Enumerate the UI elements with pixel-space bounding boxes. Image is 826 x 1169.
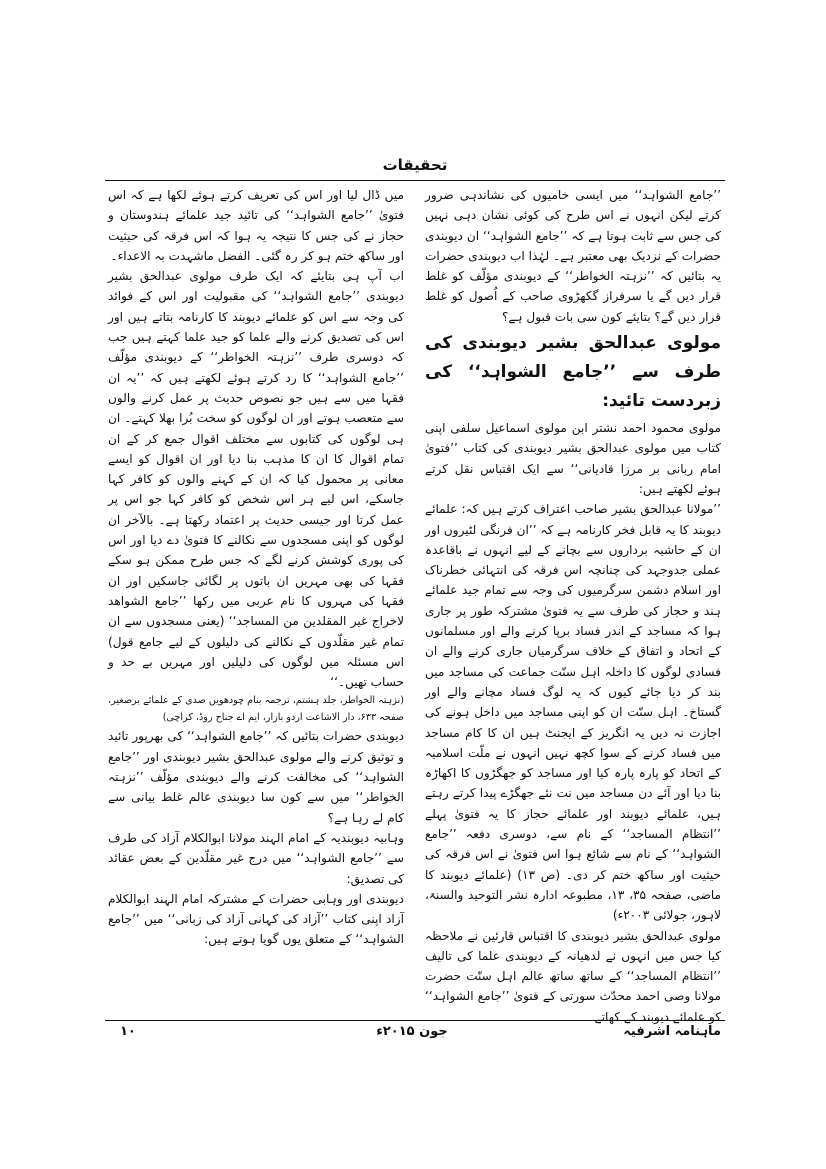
paragraph: ’’جامع الشواہد‘‘ میں ایسی خامیوں کی نشاندہی ضرور کرتے لیکن انہوں نے اس طرح کی کوئی نشان دہی نہیں کی جس سے ثابت ہوتا ہے کہ ’’جامع الشواہد‘‘ ان دیوبندی حضرات کے نزدیک بھی معتبر ہے۔ لہٰذا اب دیوبندی حضرات یہ بتائیں کہ ’’نزہتہ الخواطر‘‘ کے دیوبندی مؤلّف کو غلط قرار دیں گے یا سرفراز گکھڑوی صاحب کے اُصول کو غلط قرار دیں گے؟ بتایئے کون سی بات قبول ہے؟ [425,188,721,324]
paragraph: مولوی محمود احمد نشتر ابن مولوی اسماعیل سلفی اپنی کتاب میں مولوی عبدالحق بشیر دیوبندی کی کتاب ’’فتویٰ امام ربانی بر مرزا قادیانی‘‘ سے ایک اقتباس نقل کرتے ہوئے لکھتے ہیں: [425,421,721,496]
paragraph: دیوبندی حضرات بتائیں کہ ’’جامع الشواہد‘‘ کی بھرپور تائید و توثیق کرنے والے مولوی عبدالحق بشیر دیوبندی اور ’’جامع الشواہد‘‘ کی مخالفت کرنے والے دیوبندی مؤلّف ’’نزہتہ الخواطر‘‘ میں سے کون سا دیوبندی عالم غلط بیانی سے کام لے رہا ہے؟ [108,729,404,825]
footer-rule [105,1020,725,1021]
issue-date: جون ۲۰۱۵ء [376,1024,448,1039]
header-rule [105,180,725,181]
left-column [108,185,404,1015]
paragraph: اب آپ ہی بتایئے کہ ایک طرف مولوی عبدالحق بشیر دیوبندی ’’جامع الشواہد‘‘ کی مقبولیت اور اس کے فوائد کی وجہ سے اس کو علمائے دیوبند کا کارنامہ بتاتے ہیں اور اس کی تصدیق کرنے والے علما کو جید علما کہتے ہیں جب کہ دوسری طرف ’’نزہتہ الخواطر‘‘ کے دیوبندی مؤلّف ’’جامع الشواہد‘‘ کا رد کرتے ہوئے لکھتے ہیں کہ ’’یہ ان فقہا میں سے ہیں جو نصوص حدیث پر عمل کرنے والوں سے متعصب ہوتے اور ان لوگوں کو سخت بُرا بھلا کہتے۔ ان ہی لوگوں کی کتابوں سے مختلف اقوال جمع کر کے ان تمام اقوال کا ان کا مذہب بنا دیا اور ان اقوال کو ایسے معانی پر محمول کیا کہ ان کے کہنے والوں کو کافر کہا جاسکے، اس لیے ہر اس شخص کو کافر کہا جو اس پر عمل کرتا اور جیسی حدیث پر اعتماد رکھتا ہے۔ بالآخر ان لوگوں کو اپنی مسجدوں سے نکالنے کا فتویٰ دے دیا اور اس کی پوری کوشش کرنے لگے کہ جس طرح ممکن ہو سکے فقہا کی بھی مہریں ان باتوں پر لگائی جاسکیں اور ان فقہا کی مہروں کا نام عربی میں رکھا ’’جامع الشواھد لاخراج غیر المقلدین من المساجد‘‘ (یعنی مسجدوں سے ان تمام غیر مقلّدوں کے نکالنے کی دلیلوں کے لیے جامع قول) اس مسئلہ میں لوگوں کی دلیلیں اور مہریں بے حد و حساب تھیں۔‘‘ [108,269,404,690]
paragraph: مولوی عبدالحق بشیر دیوبندی کا اقتباس قارئین نے ملاحظہ کیا جس میں انہوں نے لدھیانہ کے دیوبندی علما کی تالیف ’’انتظام المساجد‘‘ کے ساتھ ساتھ عالم اہل سنّت حضرت مولانا وصی احمد محدّث سورتی کے فتویٰ ’’جامع الشواہد‘‘ کو علمائے دیوبند کے کھاتے [425,928,721,1024]
subheading-paragraph: وہابیہ دیوبندیہ کے امام الہند مولانا ابوالکلام آزاد کی طرف سے ’’جامع الشواہد‘‘ میں درج غیر مقلّدین کے بعض عقائد کی تصدیق: [108,830,404,886]
paragraph: میں ڈال لیا اور اس کی تعریف کرتے ہوئے لکھا ہے کہ اس فتویٰ ’’جامع الشواہد‘‘ کی تائید جید علمائے ہندوستان و حجاز نے کی جس کا نتیجہ یہ ہوا کہ اس فرقہ کی حیثیت اور ساکھ ختم ہو کر رہ گئی۔ الفضل ماشہدت بہ الاعداء۔ [108,188,404,263]
citation: (نزہتہ الخواطر، جلد ہشتم، ترجمہ بنام چودھویں صدی کے علمائے برصغیر، صفحہ ۶۳۳، دار الاشاعت اردو بازار، ایم اے جناح روڈ، کراچی) [108,695,404,724]
section-heading: مولوی عبدالحق بشیر دیوبندی کی طرف سے ’’جامع الشواہد‘‘ کی زبردست تائید: [425,333,721,412]
quote-paragraph: ’’مولانا عبدالحق بشیر صاحب اعتراف کرتے ہیں کہ: علمائے دیوبند کا یہ قابل فخر کارنامہ ہے کہ ’’ان فرنگی لٹیروں اور ان کے حاشیہ برداروں سے بچانے کے لیے انہوں نے باقاعدہ عملی جدوجہد کی چنانچہ اس فرقہ کی انتہائی خطرناک اور اسلام دشمن سرگرمیوں کی وجہ سے تمام جید علمائے ہند و حجاز کی طرف سے یہ فتویٰ مشترکہ طور پر جاری ہوا کہ مساجد کے اندر فساد برپا کرنے والے اور مسلمانوں کے اتحاد و اتفاق کے خلاف سرگرمیاں جاری کرنے والے ان فسادی لوگوں کا داخلہ اہل سنّت جماعت کی مساجد میں بند کر دیا جائے کیوں کہ یہ لوگ فساد مچانے والے اور گستاخ۔ اہل سنّت ان کو اپنی مساجد میں داخل ہونے کی اجازت نہ دیں یہ انگریز کے ایجنٹ ہیں ان کا کام مساجد میں فساد کرنے کے سوا کچھ نہیں انہوں نے ملّت اسلامیہ کے اتحاد کو پارہ پارہ کیا اور مساجد کو جھگڑوں کا اکھاڑہ بنا دیا اور آئے دن مساجد میں نت نئے جھگڑے پیدا کرتے رہتے ہیں، علمائے دیوبند اور علمائے حجاز کا یہ فتویٰ پہلے ’’انتظام المساجد‘‘ کے نام سے، دوسری دفعہ ’’جامع الشواہد‘‘ کے نام سے شائع ہوا اس فتویٰ نے اس فرقہ کی حیثیت اور ساکھ ختم کر دی۔ (ص ۱۳) (علمائے دیوبند کا ماضی، صفحہ ۳۵، ۱۳، مطبوعہ ادارہ نشر التوحید والسنۃ، لاہور، جولائی ۲۰۰۳ء) [425,502,722,923]
magazine-name: ماہنامہ اشرفیہ [623,1024,721,1039]
page-number: ۱۰ [120,1024,136,1039]
right-column [425,185,722,1024]
paragraph: دیوبندی اور وہابی حضرات کے مشترکہ امام الہند ابوالکلام آزاد اپنی کتاب ’’آزاد کی کہانی آزاد کی زبانی‘‘ میں ’’جامع الشواہد‘‘ کے متعلق یوں گویا ہوتے ہیں: [108,891,404,947]
page-header: تحقیقات [382,156,448,174]
